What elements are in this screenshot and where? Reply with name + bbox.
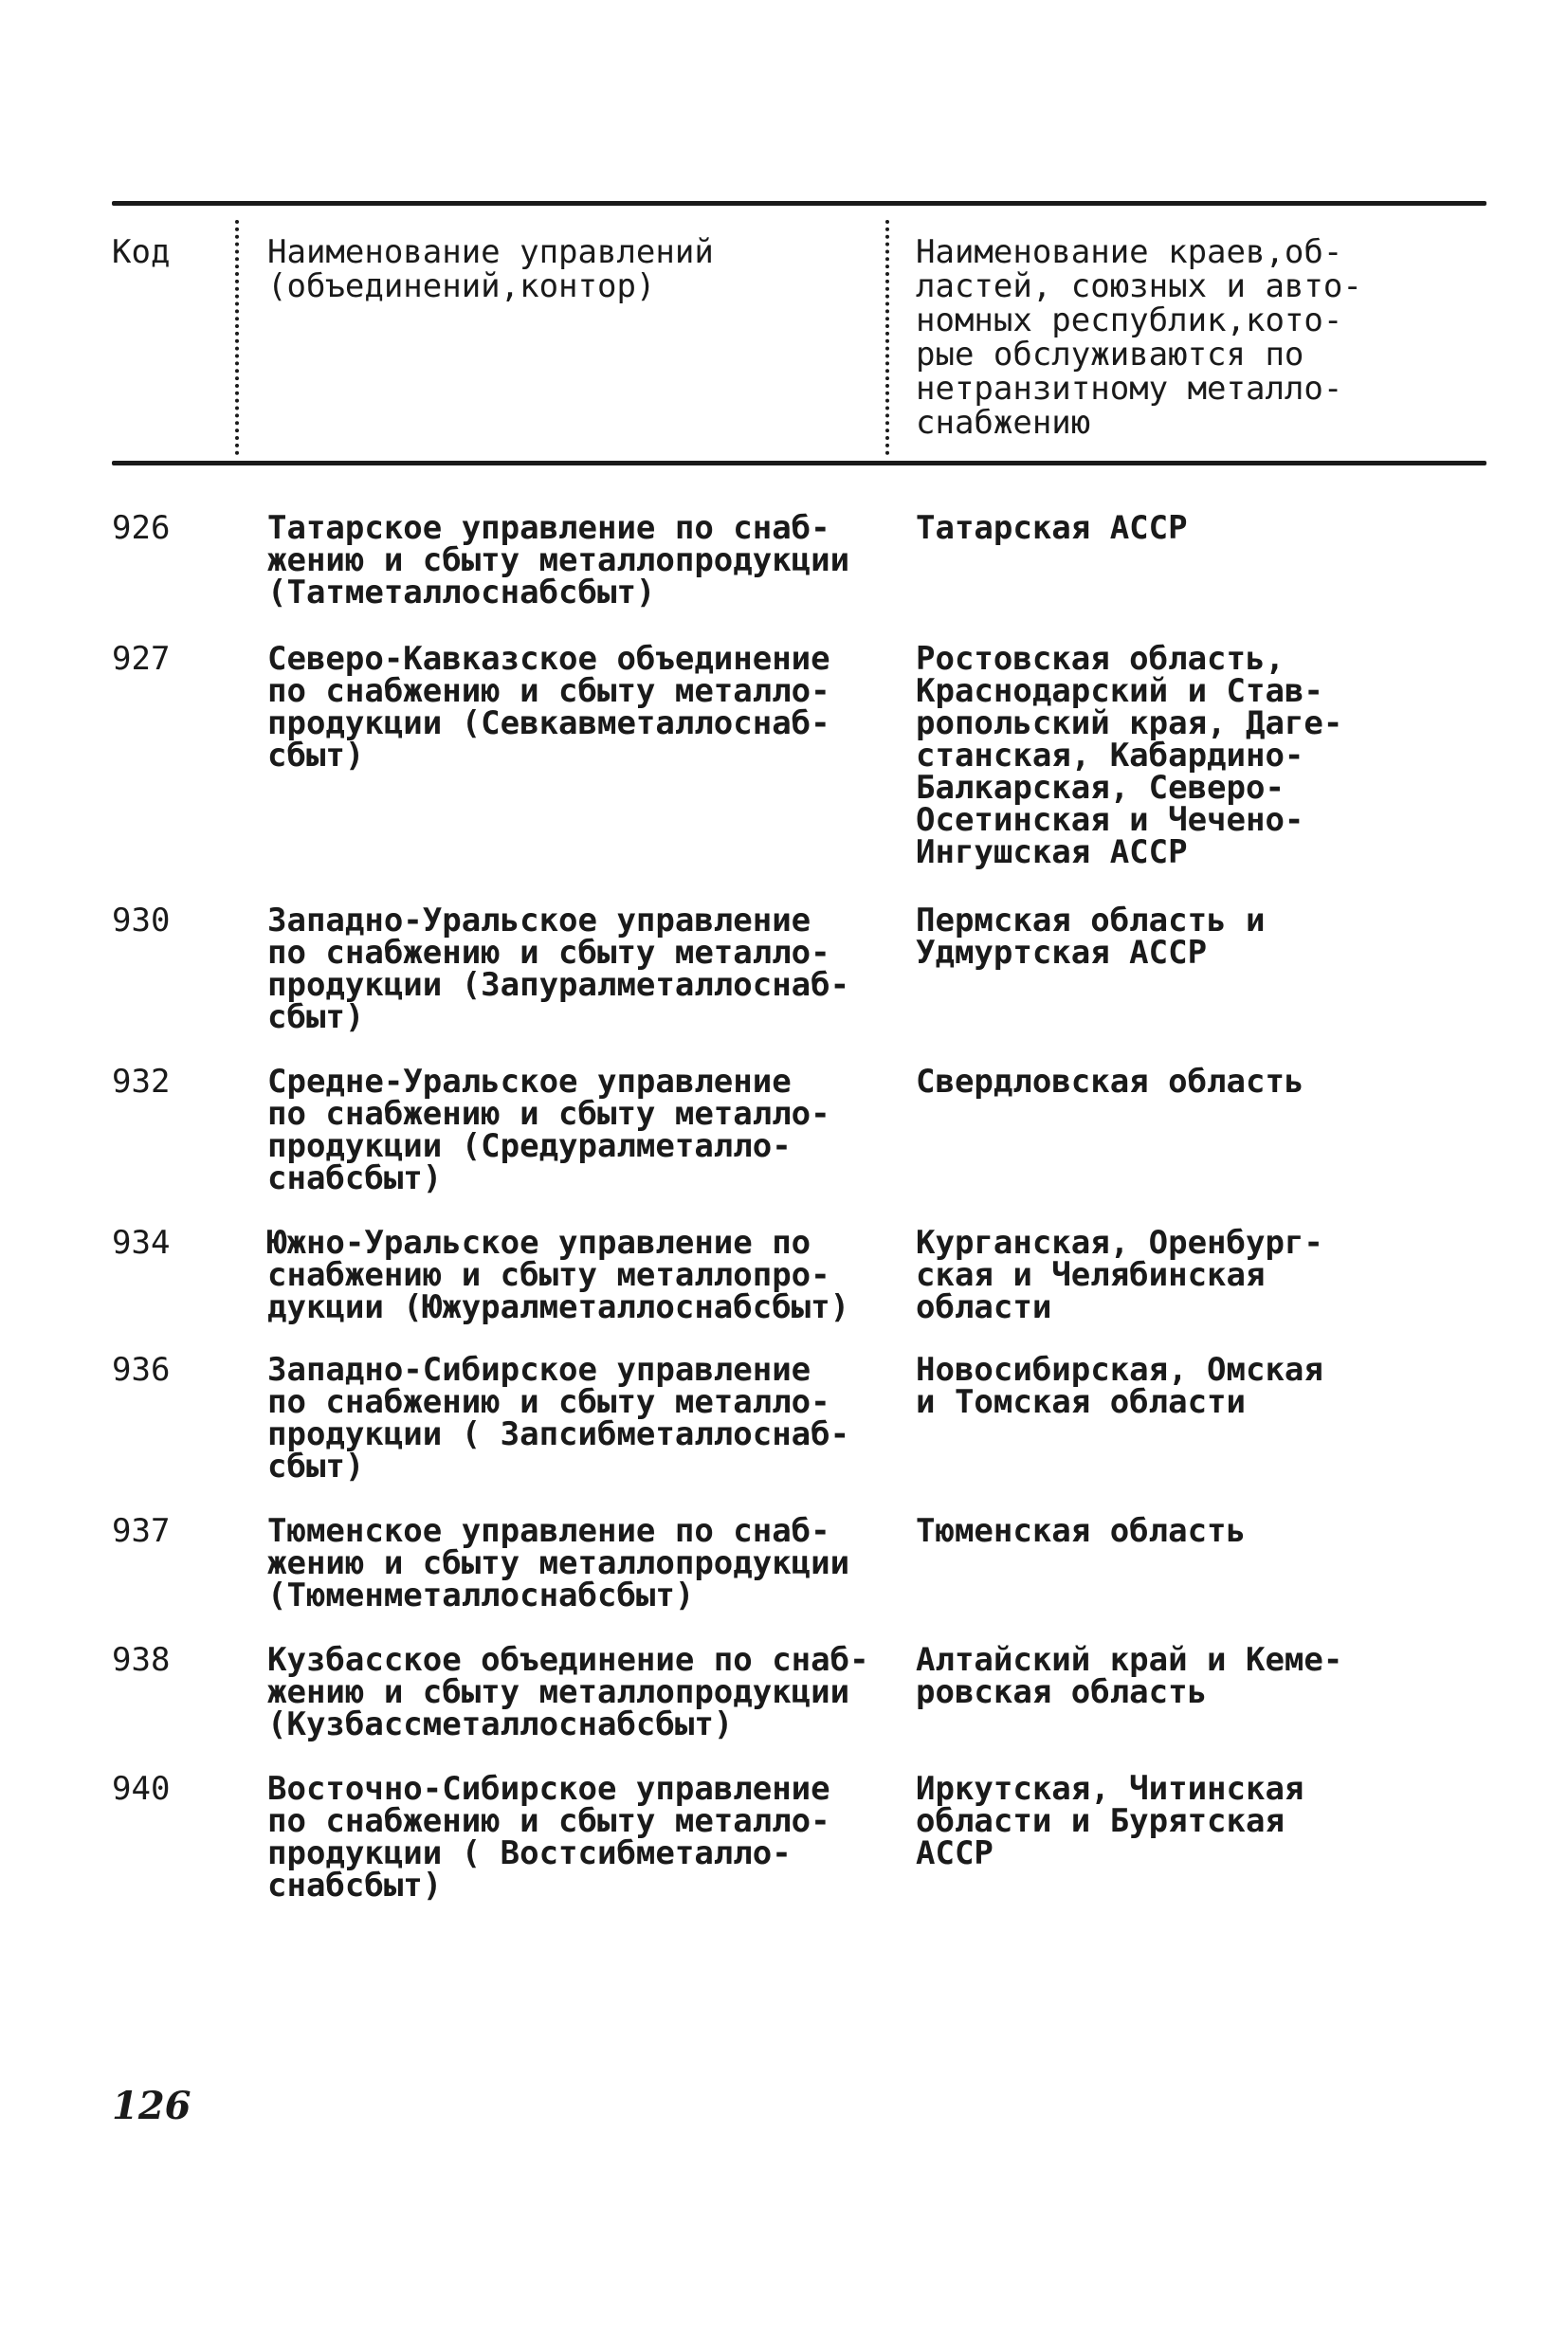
- header-regions: Наименование краев,об- ластей, союзных и авто- номных республик,кото- рые обслуживаются по нетранзитному металло- снабжению: [916, 233, 1362, 442]
- row-code: 927: [112, 640, 171, 678]
- row-organization-name: Татарское управление по снаб- жению и сбыту металлопродукции (Татметаллоснабсбыт): [267, 509, 850, 611]
- row-code: 940: [112, 1770, 171, 1808]
- row-code: 932: [112, 1063, 171, 1101]
- row-organization-name: Южно-Уральское управление по снабжению и сбыту металлопро- дукции (Южуралметаллоснабсбыт): [267, 1224, 850, 1326]
- row-regions: Тюменская область: [916, 1512, 1246, 1550]
- row-code: 938: [112, 1641, 171, 1679]
- header-name: Наименование управлений (объединений,контор): [267, 233, 714, 305]
- row-regions: Новосибирская, Омская и Томская области: [916, 1351, 1323, 1421]
- row-organization-name: Восточно-Сибирское управление по снабжению и сбыту металло- продукции ( Востсибметалло- снабсбыт): [267, 1770, 830, 1905]
- header-code: Код: [112, 233, 171, 271]
- header-column-separator: [235, 220, 239, 455]
- header-top-rule: [112, 201, 1486, 206]
- row-regions: Ростовская область, Краснодарский и Став- ропольский края, Даге- станская, Кабардино- Балкарская, Северо- Осетинская и Чечено- Ингушская АССР: [916, 640, 1343, 871]
- row-regions: Татарская АССР: [916, 509, 1188, 547]
- row-regions: Пермская область и Удмуртская АССР: [916, 902, 1266, 972]
- row-regions: Иркутская, Читинская области и Бурятская АССР: [916, 1770, 1304, 1872]
- row-code: 936: [112, 1351, 171, 1389]
- row-regions: Алтайский край и Кеме- ровская область: [916, 1641, 1343, 1711]
- row-code: 930: [112, 902, 171, 939]
- header-column-separator: [885, 220, 889, 455]
- header-bottom-rule: [112, 461, 1486, 465]
- row-regions: Курганская, Оренбург- ская и Челябинская области: [916, 1224, 1323, 1326]
- row-code: 937: [112, 1512, 171, 1550]
- row-code: 934: [112, 1224, 171, 1262]
- page-number: 126: [112, 2084, 191, 2128]
- row-code: 926: [112, 509, 171, 547]
- row-organization-name: Кузбасское объединение по снаб- жению и сбыту металлопродукции (Кузбассметаллоснабсбыт): [267, 1641, 869, 1743]
- row-organization-name: Средне-Уральское управление по снабжению и сбыту металло- продукции (Средуралметалло- снабсбыт): [267, 1063, 830, 1197]
- row-regions: Свердловская область: [916, 1063, 1304, 1101]
- row-organization-name: Тюменское управление по снаб- жению и сбыту металлопродукции (Тюменметаллоснабсбыт): [267, 1512, 850, 1614]
- row-organization-name: Западно-Сибирское управление по снабжению и сбыту металло- продукции ( Запсибметаллоснаб- сбыт): [267, 1351, 850, 1486]
- row-organization-name: Северо-Кавказское объединение по снабжению и сбыту металло- продукции (Севкавметаллоснаб- сбыт): [267, 640, 830, 775]
- row-organization-name: Западно-Уральское управление по снабжению и сбыту металло- продукции (Запуралметаллоснаб- сбыт): [267, 902, 850, 1036]
